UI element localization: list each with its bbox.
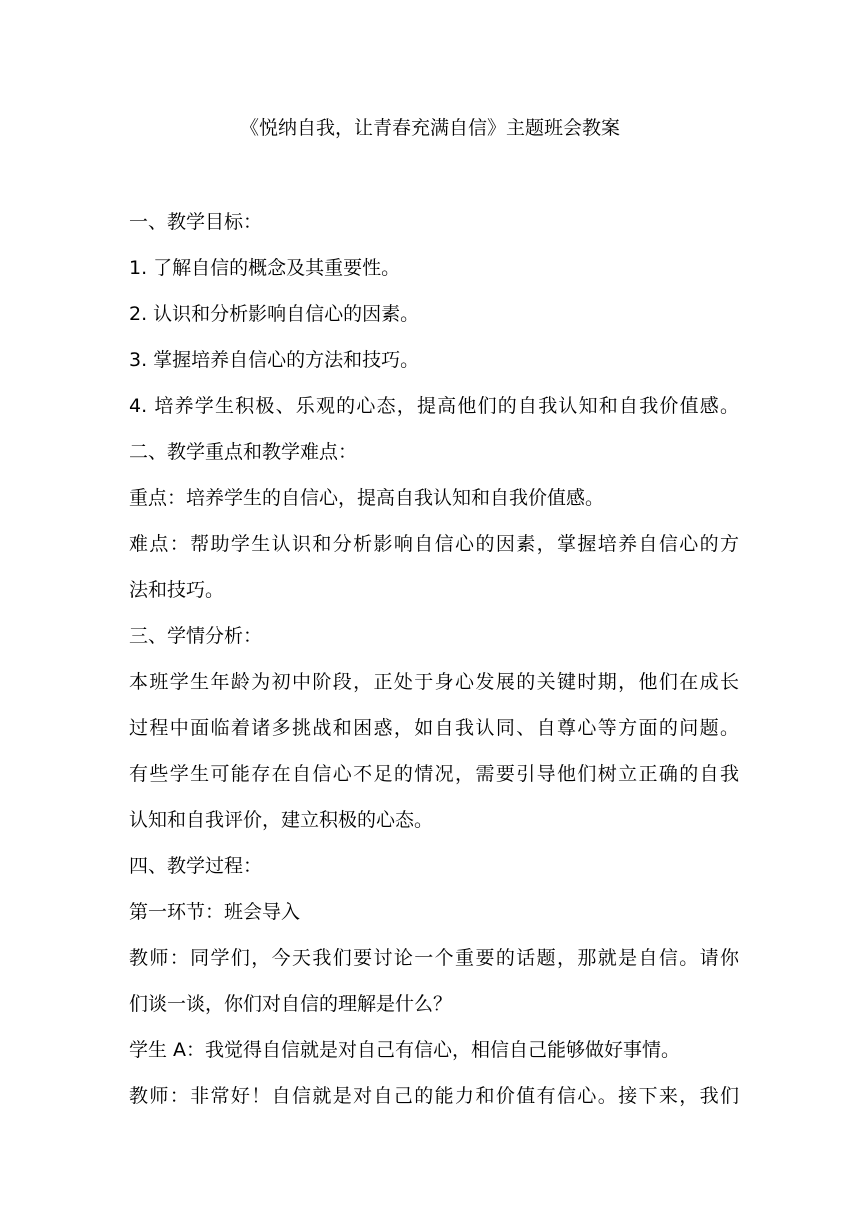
objective-item-4: 4. 培养学生积极、乐观的心态，提高他们的自我认知和自我价值感。 — [129, 395, 739, 417]
process-step-heading: 第一环节：班会导入 — [129, 901, 301, 923]
dialogue-line-student: 学生 A：我觉得自信就是对自己有信心，相信自己能够做好事情。 — [129, 1039, 681, 1061]
objective-item-3: 3. 掌握培养自信心的方法和技巧。 — [129, 349, 420, 371]
difficulty-line-continued: 法和技巧。 — [129, 579, 225, 601]
section-heading-process: 四、教学过程： — [129, 855, 263, 877]
analysis-paragraph-line: 认知和自我评价，建立积极的心态。 — [129, 809, 434, 831]
analysis-paragraph-line: 本班学生年龄为初中阶段，正处于身心发展的关键时期，他们在成长 — [129, 671, 739, 693]
dialogue-line-teacher-continued: 们谈一谈，你们对自信的理解是什么？ — [129, 993, 453, 1015]
analysis-paragraph-line: 过程中面临着诸多挑战和困惑，如自我认同、自尊心等方面的问题。 — [129, 717, 739, 739]
dialogue-line-teacher: 教师：同学们，今天我们要讨论一个重要的话题，那就是自信。请你 — [129, 947, 739, 969]
document-body — [129, 199, 739, 1119]
objective-item-2: 2. 认识和分析影响自信心的因素。 — [129, 303, 420, 325]
section-heading-objectives: 一、教学目标： — [129, 211, 263, 233]
difficulty-line: 难点：帮助学生认识和分析影响自信心的因素，掌握培养自信心的方 — [129, 533, 739, 555]
section-heading-key-points: 二、教学重点和教学难点： — [129, 441, 358, 463]
dialogue-line-teacher: 教师：非常好！自信就是对自己的能力和价值有信心。接下来，我们 — [129, 1085, 739, 1107]
analysis-paragraph-line: 有些学生可能存在自信心不足的情况，需要引导他们树立正确的自我 — [129, 763, 739, 785]
objective-item-1: 1. 了解自信的概念及其重要性。 — [129, 257, 401, 279]
document-title: 《悦纳自我，让青春充满自信》主题班会教案 — [239, 117, 620, 139]
section-heading-analysis: 三、学情分析： — [129, 625, 263, 647]
key-point-line: 重点：培养学生的自信心，提高自我认知和自我价值感。 — [129, 487, 605, 509]
